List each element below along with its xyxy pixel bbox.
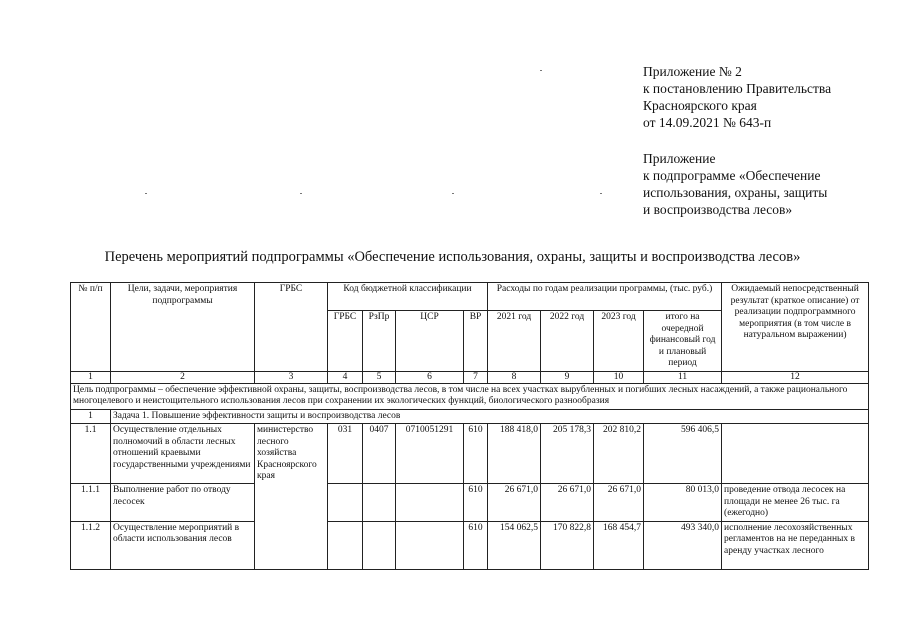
row-code-vr: 610 — [464, 484, 488, 522]
row-result — [722, 424, 869, 484]
column-number: 7 — [464, 371, 488, 383]
column-number: 2 — [111, 371, 255, 383]
row-2023: 168 454,7 — [594, 521, 644, 569]
activities-table — [70, 282, 869, 570]
row-activity-name: Выполнение работ по отводу лесосек — [111, 484, 255, 522]
annex-line: к постановлению Правительства — [643, 81, 832, 96]
row-2021: 188 418,0 — [488, 424, 541, 484]
subprogram-annex-reference — [643, 150, 827, 218]
header-code-grbs: ГРБС — [328, 311, 363, 372]
row-activity-name: Осуществление отдельных полномочий в области лесных отношений краевыми государственными учреждениями — [111, 424, 255, 484]
column-number: 3 — [255, 371, 328, 383]
header-grbs: ГРБС — [255, 283, 328, 372]
row-2022: 26 671,0 — [541, 484, 594, 522]
annex-line: Приложение № 2 — [643, 64, 742, 79]
scan-speck — [540, 70, 542, 71]
column-number: 8 — [488, 371, 541, 383]
header-expenses: Расходы по годам реализации программы, (тыс. руб.) — [488, 283, 722, 311]
row-code-vr: 610 — [464, 521, 488, 569]
row-code-csr — [396, 521, 464, 569]
row-number: 1.1 — [71, 424, 111, 484]
annex-line: использования, охраны, защиты — [643, 185, 828, 200]
annex-line: Приложение — [643, 151, 716, 166]
header-code-rzpr: РзПр — [363, 311, 396, 372]
row-activity-name: Осуществление мероприятий в области использования лесов — [111, 521, 255, 569]
row-2023: 202 810,2 — [594, 424, 644, 484]
header-row-main — [71, 283, 869, 311]
header-goals: Цели, задачи, мероприятия подпрограммы — [111, 283, 255, 372]
row-2021: 154 062,5 — [488, 521, 541, 569]
row-total: 80 013,0 — [644, 484, 722, 522]
header-expected-result: Ожидаемый непосредственный результат (краткое описание) от реализации подпрограммного мероприятия (в том числе в натуральном выражении) — [722, 283, 869, 372]
column-number: 9 — [541, 371, 594, 383]
scan-speck — [600, 193, 602, 194]
annex-line: от 14.09.2021 № 643-п — [643, 115, 772, 130]
subprogram-goal: Цель подпрограммы – обеспечение эффективной охраны, защиты, воспроизводства лесов, в том числе на всех участках вырубленных и погибших лесных насаждений, а также рационального многоцелевого и неистощительного использования лесов при сохранении их экологических функций, биологического разнообразия — [71, 383, 869, 409]
annex-line: Красноярского края — [643, 98, 757, 113]
header-year-2022: 2022 год — [541, 311, 594, 372]
row-2021: 26 671,0 — [488, 484, 541, 522]
row-code-rzpr: 0407 — [363, 424, 396, 484]
header-year-2023: 2023 год — [594, 311, 644, 372]
header-code-csr: ЦСР — [396, 311, 464, 372]
document-title: Перечень мероприятий подпрограммы «Обеспечение использования, охраны, защиты и воспроизводства лесов» — [104, 249, 801, 265]
row-total: 493 340,0 — [644, 521, 722, 569]
task-row — [71, 409, 869, 424]
annex-reference — [643, 63, 831, 131]
column-number: 6 — [396, 371, 464, 383]
row-number: 1.1.2 — [71, 521, 111, 569]
table-row — [71, 521, 869, 569]
column-number: 4 — [328, 371, 363, 383]
header-code-vr: ВР — [464, 311, 488, 372]
annex-line: к подпрограмме «Обеспечение — [643, 168, 821, 183]
header-total: итого на очередной финансовый год и плановый период — [644, 311, 722, 372]
scan-speck — [300, 193, 302, 194]
row-code-vr: 610 — [464, 424, 488, 484]
task-text: Задача 1. Повышение эффективности защиты и воспроизводства лесов — [111, 409, 869, 424]
row-code-csr: 0710051291 — [396, 424, 464, 484]
row-number: 1.1.1 — [71, 484, 111, 522]
column-number: 10 — [594, 371, 644, 383]
row-code-csr — [396, 484, 464, 522]
row-2023: 26 671,0 — [594, 484, 644, 522]
scan-speck — [145, 193, 147, 194]
row-code-grbs — [328, 484, 363, 522]
column-number: 12 — [722, 371, 869, 383]
column-number-row — [71, 371, 869, 383]
row-result: исполнение лесохозяйственных регламентов на не переданных в аренду участках лесного — [722, 521, 869, 569]
annex-line: и воспроизводства лесов» — [643, 202, 793, 217]
row-2022: 205 178,3 — [541, 424, 594, 484]
table-row — [71, 424, 869, 484]
row-2022: 170 822,8 — [541, 521, 594, 569]
header-year-2021: 2021 год — [488, 311, 541, 372]
row-code-grbs — [328, 521, 363, 569]
row-result: проведение отвода лесосек на площади не менее 26 тыс. га (ежегодно) — [722, 484, 869, 522]
scan-speck — [452, 193, 454, 194]
row-code-rzpr — [363, 521, 396, 569]
header-budget-code: Код бюджетной классификации — [328, 283, 488, 311]
column-number: 1 — [71, 371, 111, 383]
row-code-rzpr — [363, 484, 396, 522]
task-number: 1 — [71, 409, 111, 424]
goal-row — [71, 383, 869, 409]
column-number: 5 — [363, 371, 396, 383]
row-total: 596 406,5 — [644, 424, 722, 484]
table-row — [71, 484, 869, 522]
row-grbs-name: министерство лесного хозяйства Красноярского края — [255, 424, 328, 570]
column-number: 11 — [644, 371, 722, 383]
header-num: № п/п — [71, 283, 111, 372]
row-code-grbs: 031 — [328, 424, 363, 484]
